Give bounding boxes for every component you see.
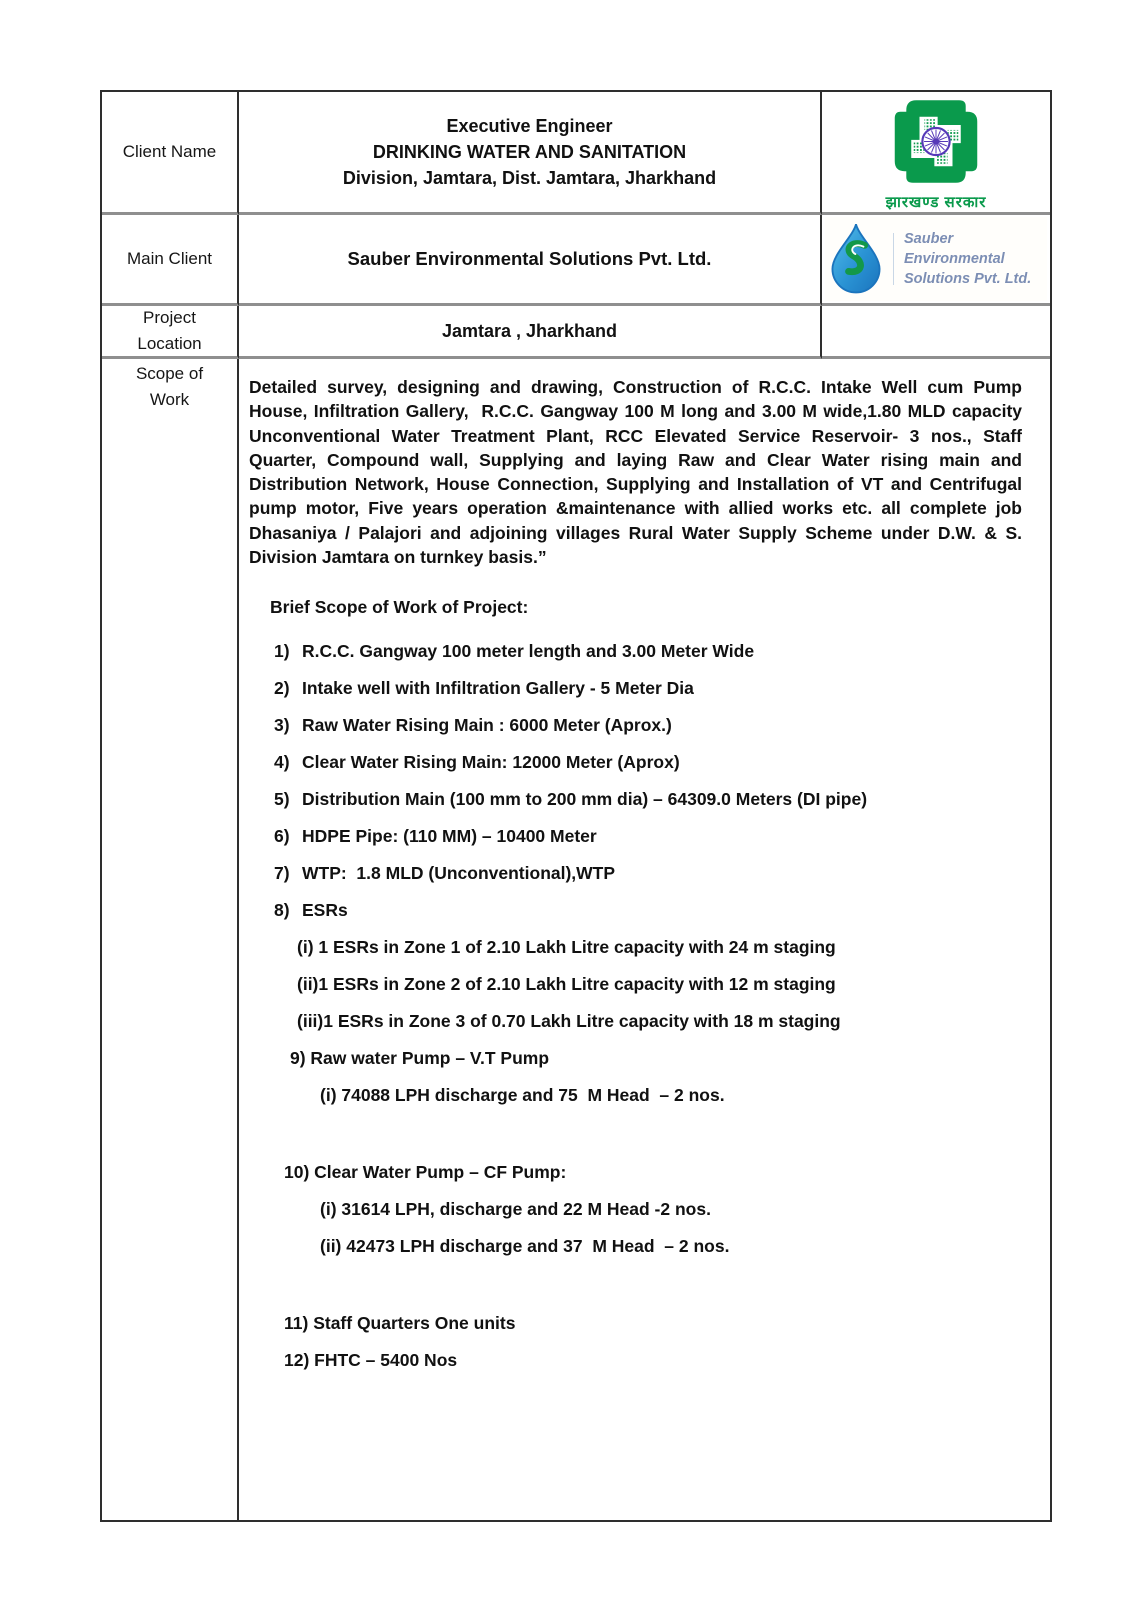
list-number: 7) bbox=[274, 863, 290, 884]
sauber-logo-divider bbox=[893, 233, 894, 285]
esr-sub-item-ii: (ii)1 ESRs in Zone 2 of 2.10 Lakh Litre capacity with 12 m staging bbox=[297, 974, 836, 995]
sauber-logo-text-3: Solutions Pvt. Ltd. bbox=[904, 271, 1032, 287]
list-item-4 bbox=[274, 750, 1022, 774]
list-number: 2) bbox=[274, 678, 290, 699]
sauber-waterdrop-icon bbox=[825, 221, 887, 297]
list-text: HDPE Pipe: (110 MM) – 10400 Meter bbox=[302, 826, 597, 847]
clear-pump-sub-item-ii: (ii) 42473 LPH discharge and 37 M Head – 2 nos. bbox=[320, 1236, 730, 1257]
list-text: R.C.C. Gangway 100 meter length and 3.00 Meter Wide bbox=[302, 641, 755, 662]
client-name-value bbox=[239, 92, 822, 215]
client-name-label: Client Name bbox=[102, 92, 239, 215]
project-info-table bbox=[100, 90, 1052, 1522]
main-client-label: Main Client bbox=[102, 215, 239, 306]
jharkhand-emblem-caption: झारखण्ड सरकार bbox=[885, 194, 987, 211]
list-text: Intake well with Infiltration Gallery - 5 Meter Dia bbox=[302, 678, 694, 699]
jharkhand-emblem-icon bbox=[886, 92, 986, 191]
clear-pump-sub-item-i: (i) 31614 LPH, discharge and 22 M Head -2 nos. bbox=[320, 1199, 711, 1220]
client-line-3: Division, Jamtara, Dist. Jamtara, Jharkhand bbox=[342, 168, 717, 188]
empty-cell bbox=[822, 306, 1050, 359]
list-text: Clear Water Rising Main: 12000 Meter (Aprox) bbox=[302, 752, 680, 773]
list-number: 3) bbox=[274, 715, 290, 736]
esr-sub-item-iii: (iii)1 ESRs in Zone 3 of 0.70 Lakh Litre capacity with 18 m staging bbox=[297, 1011, 841, 1032]
scope-paragraph: Detailed survey, designing and drawing, Construction of R.C.C. Intake Well cum Pump House, Infiltration Gallery, R.C.C. Gangway 100 M long and 3.00 M wide,1.80 MLD capacity Unconventional Water Treatment Plant, RCC Elevated Service Reservoir- 3 nos., Staff Quarter, Compound wall, Supplying and laying Raw and Clear Water rising main and Distribution Network, House Connection, Supplying and Installation of VT and Centrifugal pump motor, Five years operation &maintenance with allied works etc. all complete job Dhasaniya / Palajori and adjoining villages Rural Water Supply Scheme under D.W. & S. Division Jamtara on turnkey basis.” bbox=[249, 377, 1022, 568]
client-line-2: DRINKING WATER AND SANITATION bbox=[372, 142, 687, 162]
list-text: Raw Water Rising Main : 6000 Meter (Aprox.) bbox=[302, 715, 672, 736]
list-item-3 bbox=[274, 713, 1022, 737]
list-item-2 bbox=[274, 676, 1022, 700]
list-item-8 bbox=[274, 898, 1022, 922]
jharkhand-govt-logo-cell bbox=[822, 92, 1050, 215]
list-item-9: 9) Raw water Pump – V.T Pump bbox=[290, 1048, 550, 1069]
list-number: 8) bbox=[274, 900, 290, 921]
sauber-logo-cell bbox=[822, 215, 1050, 306]
raw-pump-sub-item-i: (i) 74088 LPH discharge and 75 M Head – 2 nos. bbox=[320, 1085, 725, 1106]
spacer bbox=[249, 1120, 1022, 1160]
esr-sub-item-i: (i) 1 ESRs in Zone 1 of 2.10 Lakh Litre capacity with 24 m staging bbox=[297, 937, 836, 958]
spacer bbox=[249, 1271, 1022, 1311]
list-number: 5) bbox=[274, 789, 290, 810]
list-item-5 bbox=[274, 787, 1022, 811]
list-item-10: 10) Clear Water Pump – CF Pump: bbox=[284, 1162, 567, 1183]
project-location-value: Jamtara , Jharkhand bbox=[239, 306, 822, 359]
scope-of-work-content bbox=[239, 359, 1050, 1520]
list-number: 4) bbox=[274, 752, 290, 773]
list-item-11: 11) Staff Quarters One units bbox=[284, 1313, 516, 1334]
list-item-6 bbox=[274, 824, 1022, 848]
list-text: ESRs bbox=[302, 900, 348, 921]
list-number: 1) bbox=[274, 641, 290, 662]
list-text: WTP: 1.8 MLD (Unconventional),WTP bbox=[302, 863, 616, 884]
sauber-logo-text-2: Environmental bbox=[904, 251, 1005, 267]
list-item-12: 12) FHTC – 5400 Nos bbox=[284, 1350, 458, 1371]
list-number: 6) bbox=[274, 826, 290, 847]
sauber-logo-text-1: Sauber bbox=[904, 231, 954, 247]
list-item-1 bbox=[274, 639, 1022, 663]
list-item-7 bbox=[274, 861, 1022, 885]
client-line-1: Executive Engineer bbox=[446, 116, 613, 136]
list-text: Distribution Main (100 mm to 200 mm dia) – 64309.0 Meters (DI pipe) bbox=[302, 789, 868, 810]
project-location-label: Project Location bbox=[102, 306, 239, 359]
scope-of-work-label: Scope of Work bbox=[102, 359, 239, 1520]
brief-scope-heading: Brief Scope of Work of Project: bbox=[270, 597, 529, 618]
main-client-value: Sauber Environmental Solutions Pvt. Ltd. bbox=[239, 215, 822, 306]
